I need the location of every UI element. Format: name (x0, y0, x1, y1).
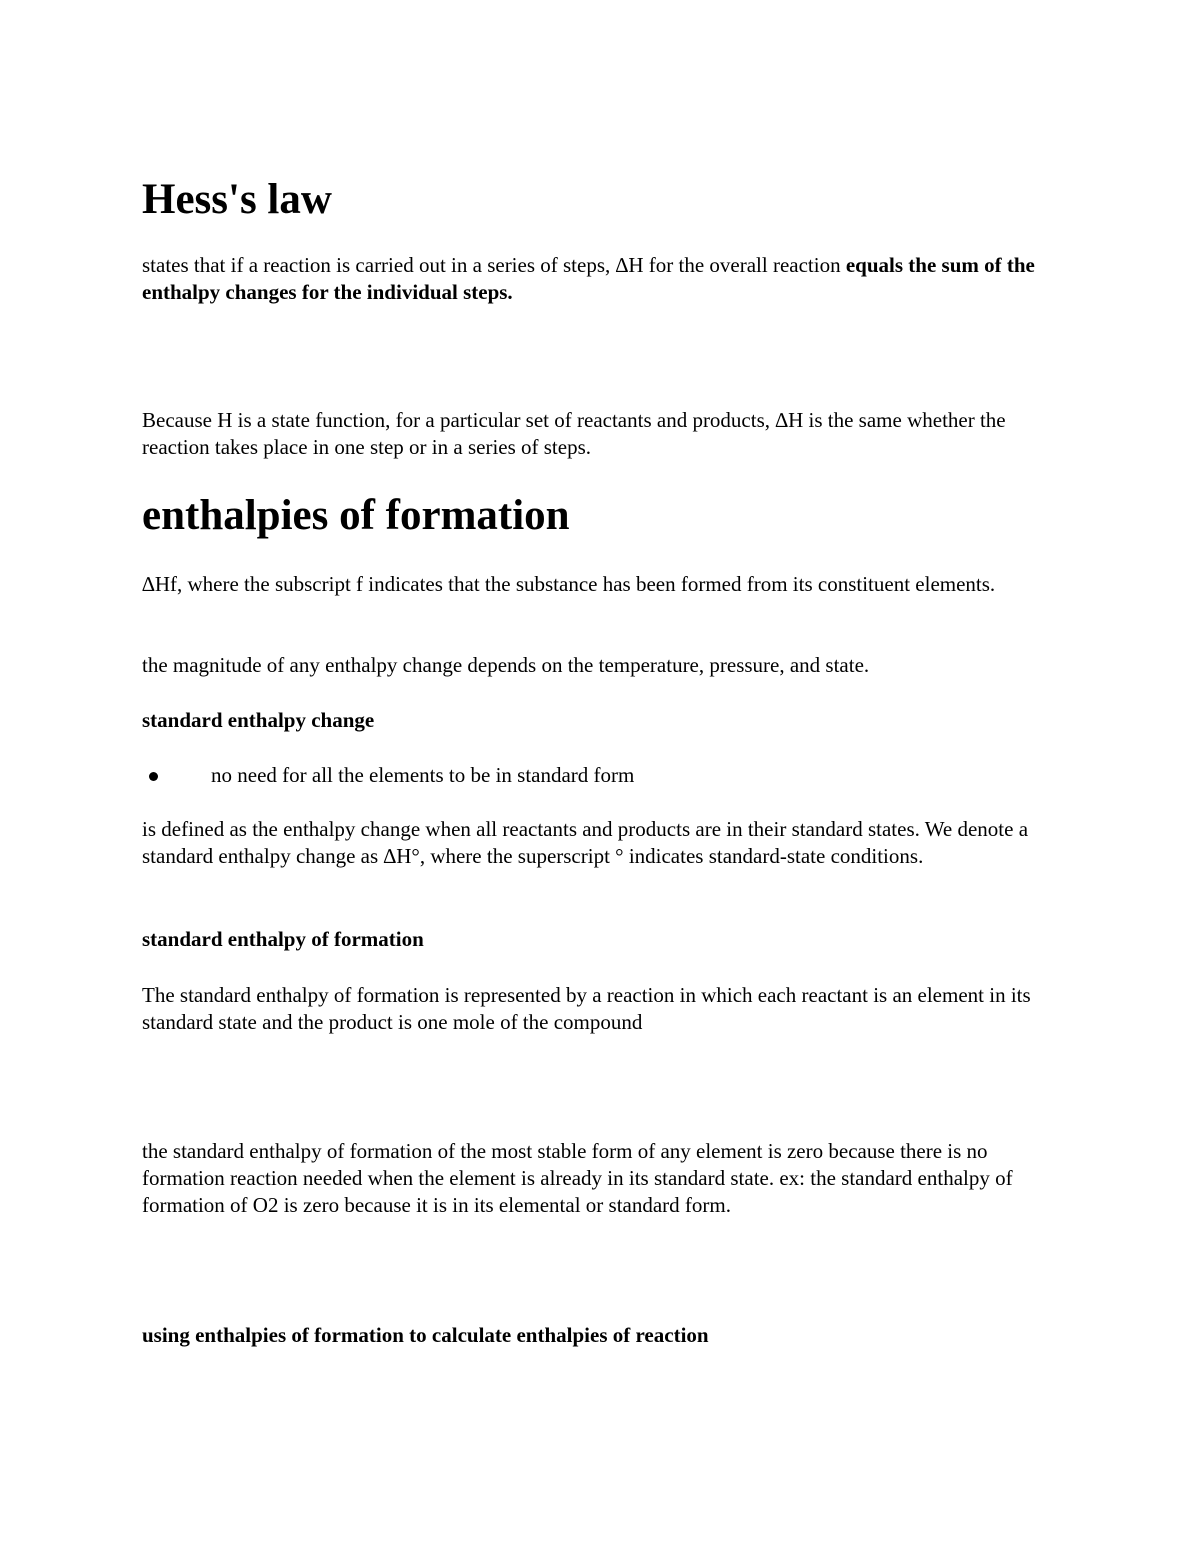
hess-law-definition-text: states that if a reaction is carried out in a series of steps, ∆H for the overall reaction (142, 253, 846, 277)
state-function-paragraph: Because H is a state function, for a particular set of reactants and products, ∆H is the same whether the reaction takes place in one step or in a series of steps. (142, 408, 1006, 459)
delta-hf-paragraph: ∆Hf, where the subscript f indicates that the substance has been formed from its constituent elements. (142, 572, 996, 596)
standard-enthalpy-change-heading: standard enthalpy change (142, 708, 375, 732)
list-item-text: no need for all the elements to be in standard form (211, 763, 635, 787)
magnitude-paragraph: the magnitude of any enthalpy change depends on the temperature, pressure, and state. (142, 653, 870, 677)
bullet-icon (149, 772, 158, 781)
standard-change-definition: is defined as the enthalpy change when all reactants and products are in their standard states. We denote a standard enthalpy change as ∆H°, where the superscript ° indicates standard-state conditions. (142, 817, 1029, 868)
hess-law-definition (142, 252, 1062, 306)
hess-law-title: Hess's law (142, 176, 332, 223)
enthalpies-of-formation-title: enthalpies of formation (142, 492, 570, 539)
using-enthalpies-heading: using enthalpies of formation to calculate enthalpies of reaction (142, 1323, 709, 1347)
hess-law-definition-emphasis: equals the sum of the enthalpy changes for the individual steps. (142, 253, 1035, 304)
standard-enthalpy-of-formation-heading: standard enthalpy of formation (142, 927, 424, 951)
standard-formation-definition: The standard enthalpy of formation is represented by a reaction in which each reactant is an element in its standard state and the product is one mole of the compound (142, 983, 1031, 1034)
zero-enthalpy-paragraph: the standard enthalpy of formation of the most stable form of any element is zero because there is no formation reaction needed when the element is already in its standard state. ex: the standard enthalpy of formation of O2 is zero because it is in its elemental or standard form. (142, 1139, 1013, 1217)
